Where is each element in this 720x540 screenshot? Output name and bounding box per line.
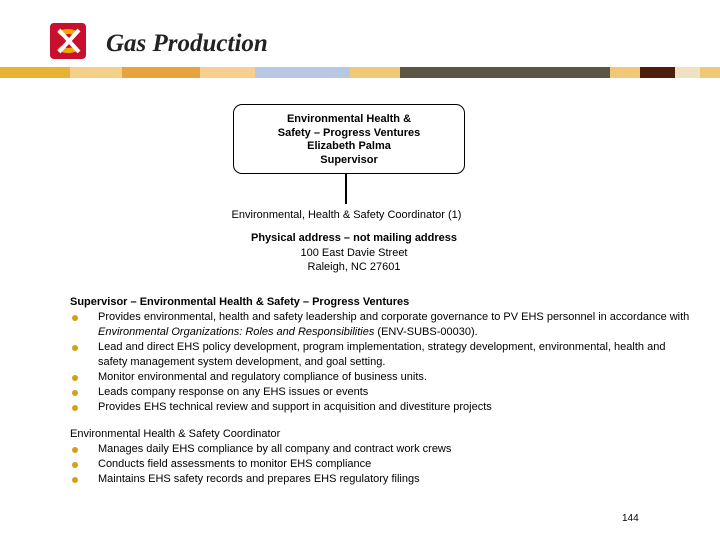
- header-color-bar: [0, 67, 720, 78]
- color-bar-segment: [675, 67, 700, 78]
- color-bar-segment: [610, 67, 640, 78]
- color-bar-segment: [700, 67, 715, 78]
- list-item: Provides EHS technical review and support in acquisition and divestiture projects: [70, 400, 690, 415]
- page-title: Gas Production: [106, 30, 268, 57]
- coordinator-heading: Environmental Health & Safety Coordinator: [70, 428, 281, 440]
- supervisor-heading: Supervisor – Environmental Health & Safety – Progress Ventures: [70, 296, 410, 308]
- company-logo-icon: [49, 22, 87, 60]
- color-bar-segment: [70, 67, 122, 78]
- color-bar-segment: [715, 67, 720, 78]
- color-bar-segment: [400, 67, 500, 78]
- document-ref: (ENV-SUBS-00030).: [374, 326, 478, 338]
- coordinator-bullets: [70, 442, 690, 487]
- coordinator-position: Environmental, Health & Safety Coordinator (1): [231, 209, 462, 221]
- supervisor-bullets: [70, 310, 690, 415]
- list-item: [70, 310, 690, 340]
- address-city: Raleigh, NC 27601: [307, 261, 401, 273]
- color-bar-segment: [255, 67, 350, 78]
- supervisor-section: [70, 295, 690, 415]
- color-bar-segment: [122, 67, 200, 78]
- bullet-text: Provides environmental, health and safety leadership and corporate governance to PV EHS personnel in accordance with: [98, 311, 690, 323]
- org-box-line-2: Safety – Progress Ventures: [277, 126, 421, 139]
- page-number: 144: [622, 513, 639, 524]
- address-street: 100 East Davie Street: [300, 246, 408, 259]
- coordinator-section: [70, 427, 690, 487]
- list-item: Lead and direct EHS policy development, program implementation, strategy development, environmental, health and safety management system development, and goal setting.: [70, 340, 690, 370]
- org-box-line-1: Environmental Health &: [286, 113, 412, 125]
- org-box-line-4: Supervisor: [320, 153, 378, 166]
- color-bar-segment: [350, 67, 400, 78]
- color-bar-segment: [640, 67, 675, 78]
- color-bar-segment: [500, 67, 610, 78]
- address-block: [0, 231, 708, 275]
- list-item: Maintains EHS safety records and prepares EHS regulatory filings: [70, 472, 690, 487]
- color-bar-segment: [200, 67, 255, 78]
- list-item: Leads company response on any EHS issues or events: [70, 385, 690, 400]
- org-box-line-3: Elizabeth Palma: [307, 140, 391, 152]
- address-label: Physical address – not mailing address: [250, 232, 458, 244]
- document-title: Environmental Organizations: Roles and Responsibilities: [98, 326, 375, 338]
- list-item: Monitor environmental and regulatory compliance of business units.: [70, 370, 690, 385]
- org-connector-line: [345, 174, 347, 204]
- org-chart-box-supervisor: [233, 104, 465, 174]
- list-item: Manages daily EHS compliance by all company and contract work crews: [70, 442, 690, 457]
- color-bar-segment: [0, 67, 70, 78]
- list-item: Conducts field assessments to monitor EHS compliance: [70, 457, 690, 472]
